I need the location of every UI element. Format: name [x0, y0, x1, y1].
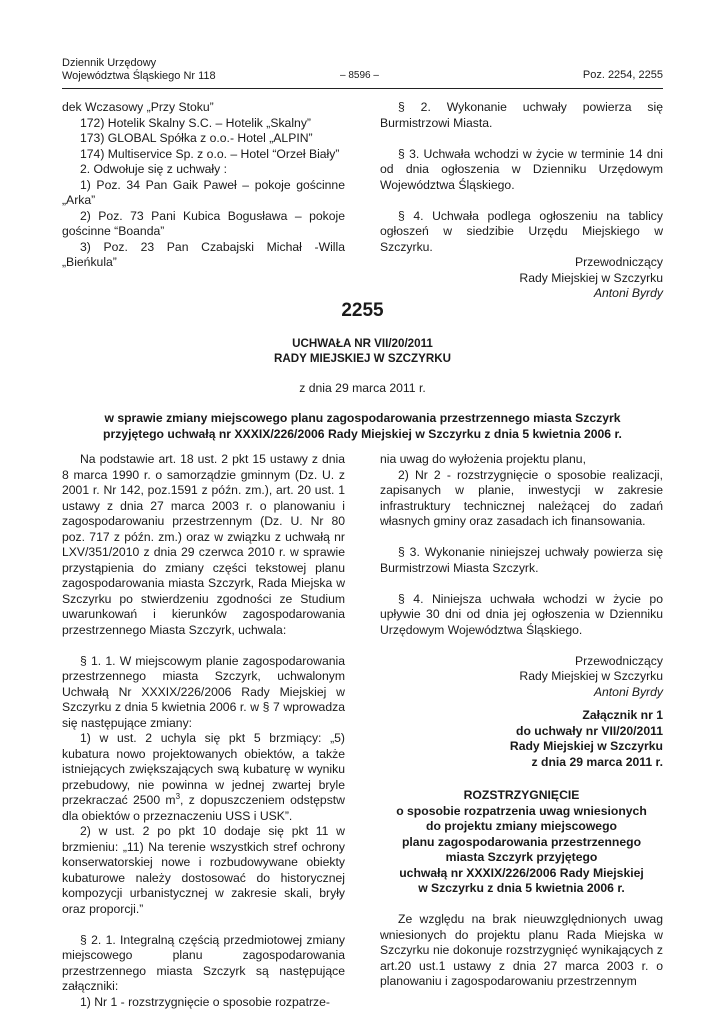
- act-title-line1: UCHWAŁA NR VII/20/2011: [292, 337, 433, 350]
- paragraph-2-point-2: 2) Nr 2 - rozstrzygnięcie o sposobie realizacji, zapisanych w planie, inwestycji w zakresie infrastruktury technicznej należącej do zadań własnych gminy oraz zasadach ich finansowania.: [380, 467, 663, 528]
- prev-act-left-column: [62, 100, 345, 271]
- list-item: 172) Hotelik Skalny S.C. – Hotelik „Skalny”: [80, 115, 311, 130]
- journal-title-line2: Województwa Śląskiego Nr 118: [62, 70, 216, 82]
- paragraph-1: § 1. 1. W miejscowym planie zagospodarowania przestrzennego miasta Szczyrk, uchwalonym Uchwałą Nr XXXIX/226/2006 Rady Miejskiej w Szczyrku z dnia 5 kwietnia 2006 r. w § 7 wprowadza się następujące zmiany:: [62, 653, 345, 730]
- attachment-body: Rady Miejskiej w Szczyrku: [509, 739, 663, 753]
- act-subject: [62, 410, 663, 442]
- attachment-label: Załącznik nr 1: [582, 708, 663, 722]
- resolution-line: do projektu zmiany miejscowego: [426, 819, 617, 833]
- superscript: 3: [175, 791, 181, 801]
- journal-title-line1: Dziennik Urzędowy: [62, 57, 157, 69]
- list-item: 3) Poz. 23 Pan Czabajski Michał -Willa „Bieńkula”: [62, 239, 345, 269]
- list-item: 174) Multiservice Sp. z o.o. – Hotel “Orzeł Biały”: [80, 146, 340, 161]
- resolution-line: w Szczyrku z dnia 5 kwietnia 2006 r.: [418, 881, 625, 895]
- attachment-ref: do uchwały nr VII/20/2011: [516, 723, 663, 738]
- attachment-date: z dnia 29 marca 2011 r.: [531, 754, 663, 769]
- act-subject-line1: w sprawie zmiany miejscowego planu zagospodarowania przestrzennego miasta Szczyrk: [104, 411, 621, 425]
- paragraph-3: § 3. Wykonanie niniejszej uchwały powierza się Burmistrzowi Miasta Szczyrk.: [380, 545, 663, 575]
- list-item: 1) Poz. 34 Pan Gaik Paweł – pokoje gościnne „Arka”: [62, 177, 345, 207]
- continuation-text: nia uwag do wyłożenia projektu planu,: [380, 452, 586, 466]
- body-left-column: [62, 452, 345, 1010]
- preamble: Na podstawie art. 18 ust. 2 pkt 15 ustawy z dnia 8 marca 1990 r. o samorządzie gminnym (Dz. U. z 2001 r. Nr 142, poz.1591 z późn. zm.), art. 20 ust. 1 ustawy z dnia 27 marca 2003 r. o planowaniu i zagospodarowaniu przestrzennym (Dz. U. Nr 80 poz. 717 z późn. zm.) oraz w związku z uchwałą nr LXV/351/2010 z dnia 29 czerwca 2010 r. w sprawie przystąpienia do zmiany części tekstowej planu zagospodarowania miasta Szczyrk, Rada Miejska w Szczyrku po stwierdzeniu zgodności ze Studium uwarunkowań i kierunków zagospodarowania przestrzennego Miasta Szczyrk, uchwala:: [62, 452, 345, 637]
- signature-body: Rady Miejskiej w Szczyrku: [519, 270, 663, 285]
- list-item: 2. Odwołuje się z uchwały :: [80, 162, 227, 176]
- resolution-line: o sposobie rozpatrzenia uwag wniesionych: [396, 803, 647, 818]
- position-number: Poz. 2254, 2255: [582, 69, 663, 81]
- resolution-line: miasta Szczyrk przyjętego: [445, 850, 598, 864]
- journal-title: [62, 57, 216, 83]
- paragraph-1-point-2: 2) w ust. 2 po pkt 10 dodaje się pkt 11 w brzmieniu: „11) Na terenie wszystkich stref ochrony konserwatorskiej nowe i rozbudowywane obiekty kubaturowe należy dostosować do historycznej kompozycji urbanistycznej w zakresie skali, bryły oraz proporcji.”: [62, 824, 345, 916]
- header-divider: [62, 88, 663, 89]
- signature-name: Antoni Byrdy: [593, 286, 663, 300]
- signature-role: Przewodniczący: [574, 653, 663, 668]
- body-right-column: [380, 452, 663, 990]
- paragraph-1-point-1-text: 1) w ust. 2 uchyla się pkt 5 brzmiący: „5) kubatura nowo projektowanych obiektów, a także istniejących zwiększających swą kubaturę w wyniku przebudowy, nie powinna w jednej zwartej bryle przekraczać 2500 m: [62, 731, 345, 807]
- prev-act-right-column: [380, 100, 663, 302]
- act-title-line2: RADY MIEJSKIEJ W SZCZYRKU: [274, 352, 451, 365]
- resolution-title: ROZSTRZYGNIĘCIE: [463, 788, 580, 802]
- act-number: 2255: [341, 300, 384, 321]
- list-item: dek Wczasowy „Przy Stoku”: [62, 100, 214, 114]
- paragraph: § 3. Uchwała wchodzi w życie w terminie 14 dni od dnia ogłoszenia w Dzienniku Urzędowym Województwa Śląskiego.: [380, 146, 663, 192]
- signature-name: Antoni Byrdy: [593, 684, 663, 699]
- resolution-line: planu zagospodarowania przestrzennego: [401, 834, 642, 849]
- paragraph: § 4. Uchwała podlega ogłoszeniu na tablicy ogłoszeń w siedzibie Urzędu Miejskiego w Szczyrku.: [380, 208, 663, 254]
- paragraph-1-point-1: [62, 731, 345, 824]
- page-number: – 8596 –: [340, 70, 379, 81]
- act-subject-line2: przyjętego uchwałą nr XXXIX/226/2006 Rady Miejskiej w Szczyrku z dnia 5 kwietnia 2006 r.: [103, 427, 622, 441]
- paragraph-2-point-1: 1) Nr 1 - rozstrzygnięcie o sposobie rozpatrze-: [80, 994, 330, 1009]
- paragraph-2: § 2. 1. Integralną częścią przedmiotowej zmiany miejscowego planu zagospodarowania przestrzennego miasta Szczyrk są następujące załączniki:: [62, 932, 345, 993]
- list-item: 2) Poz. 73 Pani Kubica Bogusława – pokoje gościnne “Boanda”: [62, 208, 345, 238]
- resolution-text: Ze względu na brak nieuwzględnionych uwag wniesionych do projektu planu Rada Miejska w Szczyrku nie dokonuje rozstrzygnięć wynikających z art.20 ust.1 ustawy z dnia 27 marca 2003 r. o planowaniu i zagospodarowaniu przestrzennym: [380, 912, 663, 988]
- signature-body: Rady Miejskiej w Szczyrku: [519, 669, 663, 683]
- resolution-heading: [380, 788, 663, 897]
- paragraph-4: § 4. Niniejsza uchwała wchodzi w życie po upływie 30 dni od dnia jej ogłoszenia w Dzienniku Urzędowym Województwa Śląskiego.: [380, 591, 663, 637]
- signature-role: Przewodniczący: [574, 255, 663, 269]
- resolution-line: uchwałą nr XXXIX/226/2006 Rady Miejskiej: [399, 865, 644, 880]
- act-title: [62, 336, 663, 366]
- list-item: 173) GLOBAL Spółka z o.o.- Hotel „ALPIN”: [80, 131, 313, 145]
- act-date: z dnia 29 marca 2011 r.: [299, 381, 426, 395]
- paragraph-1-point-1-tail: , z dopuszczeniem odstępstw dla obiektów o przeznaczeniu USS i USK”.: [62, 793, 345, 823]
- paragraph: § 2. Wykonanie uchwały powierza się Burmistrzowi Miasta.: [380, 100, 663, 130]
